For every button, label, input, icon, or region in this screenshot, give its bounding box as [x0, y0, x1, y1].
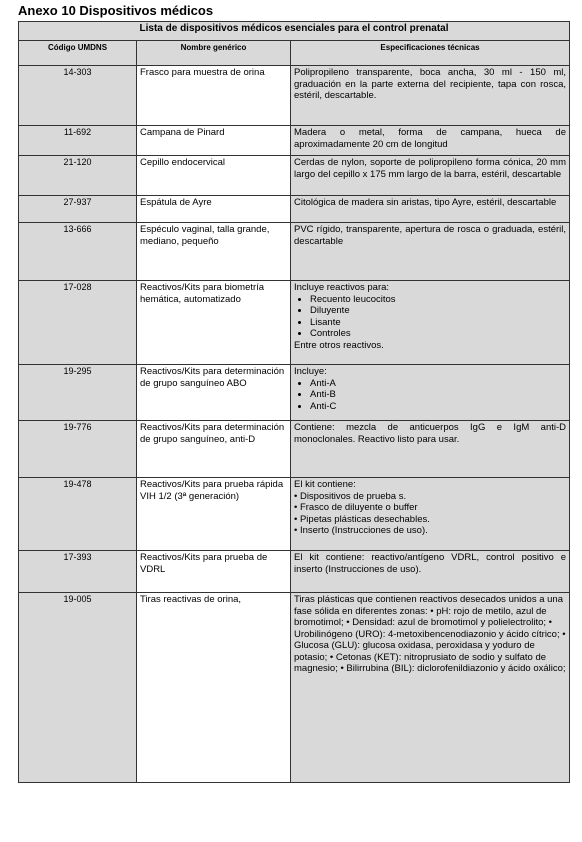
- list-item: • Recuento leucocitos: [310, 294, 566, 306]
- code-cell: 19-295: [19, 365, 137, 421]
- list-item: • Anti-C: [310, 401, 566, 413]
- code-cell: 19-776: [19, 421, 137, 478]
- spec-cell: Contiene: mezcla de anticuerpos IgG e IgM anti-D monoclonales. Reactivo listo para usar.: [291, 421, 570, 478]
- list-item: • Anti-A: [310, 378, 566, 390]
- spec-cell: Citológica de madera sin aristas, tipo Ayre, estéril, descartable: [291, 196, 570, 223]
- spec-cell: [291, 365, 570, 421]
- table-row: [19, 156, 570, 196]
- name-cell: Reactivos/Kits para prueba de VDRL: [137, 551, 291, 593]
- spec-cell: Cerdas de nylon, soporte de polipropileno forma cónica, 20 mm largo del cepillo x 175 mm largo de la barra, estéril, descartable: [291, 156, 570, 196]
- name-cell: Cepillo endocervical: [137, 156, 291, 196]
- name-cell: Reactivos/Kits para determinación de grupo sanguíneo ABO: [137, 365, 291, 421]
- table-row: [19, 196, 570, 223]
- code-cell: 11-692: [19, 126, 137, 156]
- code-cell: 21-120: [19, 156, 137, 196]
- table-row: [19, 593, 570, 783]
- list-item: • Anti-B: [310, 389, 566, 401]
- spec-intro: El kit contiene:: [294, 479, 356, 490]
- name-cell: Espátula de Ayre: [137, 196, 291, 223]
- name-cell: Campana de Pinard: [137, 126, 291, 156]
- table-caption: Lista de dispositivos médicos esenciales para el control prenatal: [19, 22, 570, 41]
- table-row: [19, 421, 570, 478]
- header-spec: Especificaciones técnicas: [291, 41, 570, 66]
- table-row: [19, 281, 570, 365]
- code-cell: 13-666: [19, 223, 137, 281]
- header-code: Código UMDNS: [19, 41, 137, 66]
- spec-intro: Incluye reactivos para:: [294, 282, 390, 293]
- table-row: [19, 551, 570, 593]
- list-item: • Dispositivos de prueba s.: [294, 490, 407, 502]
- spec-intro: Incluye:: [294, 366, 327, 377]
- spec-cell: PVC rígido, transparente, apertura de rosca o graduada, estéril, descartable: [291, 223, 570, 281]
- spec-cell: El kit contiene: reactivo/antígeno VDRL, control positivo e inserto (Instrucciones de uso).: [291, 551, 570, 593]
- table-row: [19, 66, 570, 126]
- name-cell: Reactivos/Kits para biometría hemática, automatizado: [137, 281, 291, 365]
- code-cell: 17-393: [19, 551, 137, 593]
- spec-cell: Madera o metal, forma de campana, hueca de aproximadamente 20 cm de longitud: [291, 126, 570, 156]
- list-item: • Lisante: [310, 317, 566, 329]
- spec-cell: [291, 281, 570, 365]
- table-row: [19, 478, 570, 551]
- code-cell: 19-005: [19, 593, 137, 783]
- name-cell: Espéculo vaginal, talla grande, mediano, pequeño: [137, 223, 291, 281]
- table-row: [19, 223, 570, 281]
- code-cell: 27-937: [19, 196, 137, 223]
- medical-devices-table: [18, 21, 570, 783]
- list-item: • Diluyente: [310, 305, 566, 317]
- header-name: Nombre genérico: [137, 41, 291, 66]
- list-item: • Pipetas plásticas desechables.: [294, 513, 430, 525]
- spec-cell: [291, 478, 570, 551]
- code-cell: 17-028: [19, 281, 137, 365]
- list-item: • Frasco de diluyente o buffer: [294, 502, 418, 513]
- list-item: • Controles: [310, 328, 566, 340]
- table-row: [19, 126, 570, 156]
- table-row: [19, 365, 570, 421]
- code-cell: 19-478: [19, 478, 137, 551]
- name-cell: Reactivos/Kits para prueba rápida VIH 1/2 (3ª generación): [137, 478, 291, 551]
- code-cell: 14-303: [19, 66, 137, 126]
- list-item: • Inserto (Instrucciones de uso).: [294, 525, 428, 536]
- spec-cell: Polipropileno transparente, boca ancha, 30 ml - 150 ml, graduación en la parte externa del recipiente, tapa con rosca, estéril, descartable.: [291, 66, 570, 126]
- name-cell: Frasco para muestra de orina: [137, 66, 291, 126]
- page-title: Anexo 10 Dispositivos médicos: [18, 3, 214, 18]
- name-cell: Tiras reactivas de orina,: [137, 593, 291, 783]
- spec-outro: Entre otros reactivos.: [294, 339, 384, 351]
- spec-cell: Tiras plásticas que contienen reactivos desecados unidos a una fase sólida en diferentes zonas: • pH: rojo de metilo, azul de bromotimol; • Densidad: azul de bromotimol y polielectrolito; • Urobilinógeno (URO): 4-metoxibencenodiazonio y ácido cítrico; • Glucosa (GLU): glucosa oxidasa, peroxidasa y yoduro de potasio; • Cetonas (KET): nitroprusiato de sodio y sulfato de magnesio; • Bilirrubina (BIL): diclorofenildiazonio y ácido oxálico;: [291, 593, 570, 783]
- name-cell: Reactivos/Kits para determinación de grupo sanguíneo, anti-D: [137, 421, 291, 478]
